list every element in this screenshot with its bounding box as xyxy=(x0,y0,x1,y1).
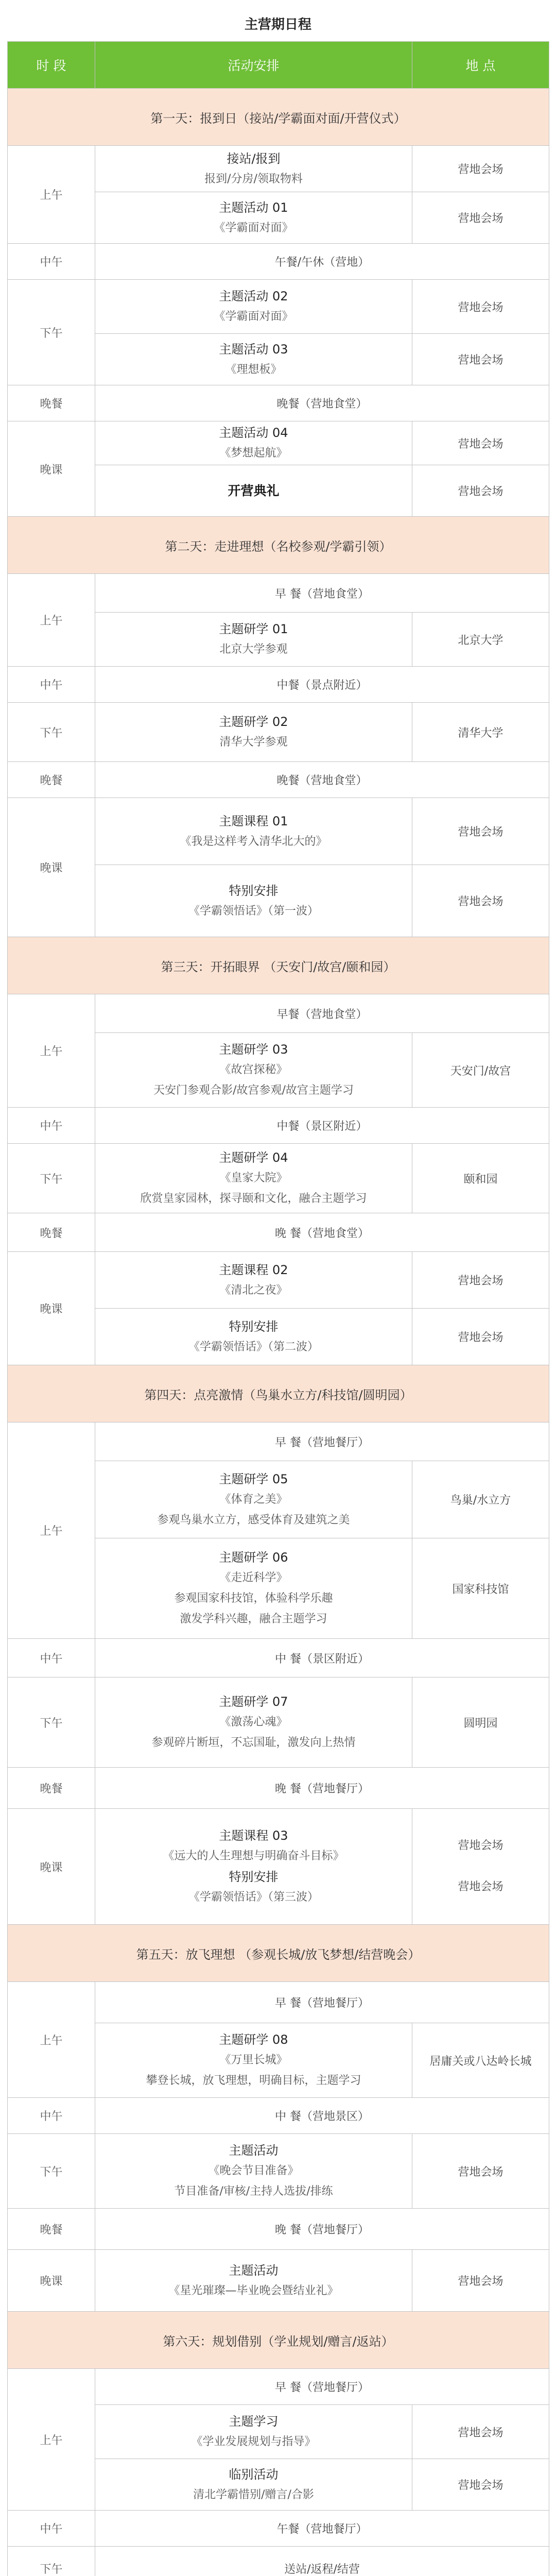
activity-cell xyxy=(95,1677,412,1768)
time-slot: 晚餐 xyxy=(8,385,95,421)
time-slot: 上午 xyxy=(8,574,95,667)
activity-cell xyxy=(95,1809,412,1925)
activity-cell xyxy=(95,2459,412,2511)
activity-detail: 清北学霸惜别/赠言/合影 xyxy=(193,2488,314,2501)
time-slot: 上午 xyxy=(8,146,95,244)
location-cell: 国家科技馆 xyxy=(412,1538,549,1639)
activity-cell xyxy=(95,1033,412,1108)
day-heading: 第六天：规划借别（学业规划/赠言/返站） xyxy=(8,2312,549,2369)
activity-title: 主题研学 01 xyxy=(219,622,288,636)
location-cell xyxy=(412,1809,549,1925)
time-slot: 晚课 xyxy=(8,798,95,937)
time-slot: 上午 xyxy=(8,2369,95,2511)
activity-title: 主题课程 02 xyxy=(219,1262,288,1277)
time-slot: 下午 xyxy=(8,2134,95,2209)
activity-detail: 《理想板》 xyxy=(225,363,282,376)
day-row xyxy=(8,2312,549,2369)
location-cell: 营地会场 xyxy=(412,798,549,865)
schedule-row xyxy=(8,1422,549,1461)
meal-cell: 中餐（景点附近） xyxy=(95,667,549,703)
activity-detail: 《学霸领悟话》（第二波） xyxy=(188,1340,319,1353)
day-row xyxy=(8,89,549,146)
day-row xyxy=(8,937,549,994)
activity-title: 主题课程 01 xyxy=(219,814,288,828)
page-title: 主营期日程 xyxy=(244,17,311,32)
time-slot: 晚课 xyxy=(8,2250,95,2312)
schedule-row xyxy=(8,574,549,613)
schedule-row xyxy=(8,2134,549,2209)
schedule-row xyxy=(8,421,549,465)
activity-cell xyxy=(95,334,412,385)
activity-title: 特别安排 xyxy=(229,883,279,898)
meal-cell: 早餐（营地食堂） xyxy=(95,994,549,1033)
schedule-row xyxy=(8,2209,549,2250)
activity-detail: 《学霸面对面》 xyxy=(214,310,293,323)
location-cell: 鸟巢/水立方 xyxy=(412,1461,549,1538)
time-slot: 中午 xyxy=(8,2511,95,2547)
time-slot: 下午 xyxy=(8,703,95,762)
activity-cell xyxy=(95,865,412,937)
schedule-row xyxy=(8,1982,549,2023)
location-cell: 清华大学 xyxy=(412,703,549,762)
activity-title: 接站/报到 xyxy=(227,151,281,166)
location-cell: 颐和园 xyxy=(412,1144,549,1213)
location-cell: 营地会场 xyxy=(412,334,549,385)
activity-title: 主题学习 xyxy=(229,2414,279,2429)
day-row xyxy=(8,1925,549,1982)
time-slot: 下午 xyxy=(8,280,95,385)
activity-detail: 《学业发展规划与指导》 xyxy=(191,2435,316,2448)
time-slot: 晚餐 xyxy=(8,1768,95,1809)
activity-detail: 《走近科学》 xyxy=(219,1571,288,1584)
day-row xyxy=(8,1365,549,1422)
activity-cell xyxy=(95,465,412,517)
day-heading: 第三天：开拓眼界 （天安门/故宫/颐和园） xyxy=(8,937,549,994)
activity-detail: 《晚会节目准备》 xyxy=(208,2164,299,2177)
location-cell: 营地会场 xyxy=(412,2134,549,2209)
location-text: 营地会场 xyxy=(458,1839,503,1852)
schedule-row xyxy=(8,385,549,421)
meal-cell: 中餐（景区附近） xyxy=(95,1108,549,1144)
time-slot: 晚餐 xyxy=(8,762,95,798)
time-slot: 上午 xyxy=(8,1982,95,2098)
location-cell: 圆明园 xyxy=(412,1677,549,1768)
meal-cell: 送站/返程/结营 xyxy=(95,2547,549,2576)
header-time: 时 段 xyxy=(8,42,95,89)
schedule-row xyxy=(8,1144,549,1213)
activity-detail: 清华大学参观 xyxy=(219,736,288,749)
activity-detail: 《远大的人生理想与明确奋斗目标》 xyxy=(163,1850,344,1862)
time-slot: 晚课 xyxy=(8,421,95,517)
activity-cell xyxy=(95,421,412,465)
location-cell: 营地会场 xyxy=(412,280,549,334)
time-slot: 上午 xyxy=(8,994,95,1108)
activity-title: 主题研学 06 xyxy=(219,1550,288,1565)
activity-detail: 《体育之美》 xyxy=(219,1493,288,1506)
schedule-body xyxy=(8,89,549,2576)
location-cell: 营地会场 xyxy=(412,2459,549,2511)
activity-cell xyxy=(95,2250,412,2312)
schedule-row xyxy=(8,146,549,192)
activity-detail: 参观碎片断垣，不忘国耻，激发向上热情 xyxy=(151,1736,356,1749)
schedule-row xyxy=(8,667,549,703)
schedule-row xyxy=(8,2547,549,2576)
schedule-row xyxy=(8,2511,549,2547)
activity-detail: 报到/分房/领取物料 xyxy=(204,172,303,185)
activity-detail: 激发学科兴趣，融合主题学习 xyxy=(180,1613,327,1625)
location-cell: 营地会场 xyxy=(412,1252,549,1309)
activity-detail: 《清北之夜》 xyxy=(219,1283,288,1297)
header-activity: 活动安排 xyxy=(95,42,412,89)
activity-detail: 北京大学参观 xyxy=(219,643,288,656)
meal-cell: 早 餐（营地食堂） xyxy=(95,574,549,613)
location-cell: 营地会场 xyxy=(412,192,549,244)
time-slot: 下午 xyxy=(8,1677,95,1768)
activity-detail: 《梦想起航》 xyxy=(219,447,288,460)
activity-detail: 攀登长城，放飞理想，明确目标，主题学习 xyxy=(146,2074,361,2087)
meal-cell: 晚 餐（营地食堂） xyxy=(95,1213,549,1252)
schedule-table xyxy=(7,41,549,2576)
day-row xyxy=(8,517,549,574)
day-heading: 第一天：报到日（接站/学霸面对面/开营仪式） xyxy=(8,89,549,146)
schedule-row xyxy=(8,1768,549,1809)
meal-cell: 午餐（营地餐厅） xyxy=(95,2511,549,2547)
schedule-row xyxy=(8,1677,549,1768)
schedule-row xyxy=(8,280,549,334)
activity-cell xyxy=(95,613,412,667)
activity-cell xyxy=(95,280,412,334)
activity-title: 主题研学 08 xyxy=(219,2032,288,2047)
schedule-row xyxy=(8,1639,549,1677)
day-heading: 第五天：放飞理想 （参观长城/放飞梦想/结营晚会） xyxy=(8,1925,549,1982)
meal-cell: 中 餐（景区附近） xyxy=(95,1639,549,1677)
activity-detail: 《我是这样考入清华北大的》 xyxy=(180,835,327,848)
activity-detail: 节目准备/审核/主持人选拔/排练 xyxy=(174,2185,333,2198)
activity-cell xyxy=(95,703,412,762)
activity-detail: 参观鸟巢水立方，感受体育及建筑之美 xyxy=(157,1513,350,1527)
time-slot: 中午 xyxy=(8,1639,95,1677)
time-slot: 晚餐 xyxy=(8,2209,95,2250)
meal-cell: 早 餐（营地餐厅） xyxy=(95,1422,549,1461)
activity-title: 主题研学 03 xyxy=(219,1042,288,1057)
time-slot: 晚课 xyxy=(8,1252,95,1365)
activity-title: 主题研学 02 xyxy=(219,715,288,729)
meal-cell: 晚 餐（营地餐厅） xyxy=(95,2209,549,2250)
activity-title: 主题活动 03 xyxy=(219,342,288,357)
activity-cell xyxy=(95,1461,412,1538)
activity-detail: 天安门参观合影/故宫参观/故宫主题学习 xyxy=(153,1084,354,1097)
activity-cell xyxy=(95,2405,412,2459)
meal-cell: 晚 餐（营地餐厅） xyxy=(95,1768,549,1809)
activity-cell xyxy=(95,1252,412,1309)
day-heading: 第二天：走进理想（名校参观/学霸引领） xyxy=(8,517,549,574)
schedule-row xyxy=(8,994,549,1033)
schedule-row xyxy=(8,1809,549,1925)
activity-title: 主题研学 04 xyxy=(219,1150,288,1165)
location-cell: 营地会场 xyxy=(412,146,549,192)
schedule-row xyxy=(8,1213,549,1252)
location-cell: 营地会场 xyxy=(412,2405,549,2459)
header-location: 地 点 xyxy=(412,42,549,89)
activity-cell xyxy=(95,192,412,244)
activity-title: 开营典礼 xyxy=(228,483,280,498)
schedule-row xyxy=(8,244,549,280)
activity-cell xyxy=(95,2023,412,2098)
time-slot: 晚餐 xyxy=(8,1213,95,1252)
location-cell: 营地会场 xyxy=(412,2250,549,2312)
meal-cell: 早 餐（营地餐厅） xyxy=(95,2369,549,2405)
schedule-row xyxy=(8,2250,549,2312)
location-cell: 居庸关或八达岭长城 xyxy=(412,2023,549,2098)
activity-cell xyxy=(95,1144,412,1213)
activity-title: 主题活动 04 xyxy=(219,426,288,440)
location-cell: 北京大学 xyxy=(412,613,549,667)
activity-cell xyxy=(95,146,412,192)
schedule-row xyxy=(8,1108,549,1144)
activity-detail: 参观国家科技馆，体验科学乐趣 xyxy=(174,1592,333,1605)
location-cell: 营地会场 xyxy=(412,465,549,517)
location-cell: 营地会场 xyxy=(412,1309,549,1365)
meal-cell: 早 餐（营地餐厅） xyxy=(95,1982,549,2023)
time-slot: 中午 xyxy=(8,1108,95,1144)
activity-title: 主题活动 02 xyxy=(219,289,288,303)
activity-detail: 特别安排 xyxy=(229,1870,279,1884)
activity-detail: 《学霸领悟话》（第一波） xyxy=(188,904,319,918)
activity-cell xyxy=(95,1538,412,1639)
time-slot: 中午 xyxy=(8,244,95,280)
meal-cell: 晚餐（营地食堂） xyxy=(95,385,549,421)
schedule-row xyxy=(8,1252,549,1309)
location-cell: 营地会场 xyxy=(412,421,549,465)
schedule-row xyxy=(8,703,549,762)
activity-cell xyxy=(95,1309,412,1365)
schedule-row xyxy=(8,2369,549,2405)
activity-detail: 《故宫探秘》 xyxy=(219,1063,288,1076)
schedule-row xyxy=(8,2098,549,2134)
activity-detail: 《星光璀璨—毕业晚会暨结业礼》 xyxy=(168,2284,339,2297)
activity-detail: 《万里长城》 xyxy=(219,2054,288,2066)
activity-detail: 欣赏皇家园林，探寻颐和文化，融合主题学习 xyxy=(140,1192,367,1205)
activity-detail: 《学霸领悟话》（第三波） xyxy=(188,1891,319,1904)
activity-title: 主题研学 07 xyxy=(219,1694,288,1709)
activity-cell xyxy=(95,798,412,865)
activity-cell xyxy=(95,2134,412,2209)
time-slot: 上午 xyxy=(8,1422,95,1639)
location-cell: 天安门/故宫 xyxy=(412,1033,549,1108)
header-row xyxy=(8,42,549,89)
location-cell: 营地会场 xyxy=(412,865,549,937)
activity-title: 特别安排 xyxy=(229,1319,279,1334)
activity-detail: 《皇家大院》 xyxy=(219,1172,288,1184)
activity-title: 主题活动 xyxy=(229,2143,279,2158)
schedule-row xyxy=(8,762,549,798)
time-slot: 下午 xyxy=(8,2547,95,2576)
schedule-row xyxy=(8,798,549,865)
activity-title: 主题活动 01 xyxy=(219,200,288,215)
time-slot: 中午 xyxy=(8,2098,95,2134)
meal-cell: 午餐/午休（营地） xyxy=(95,244,549,280)
activity-title: 主题活动 xyxy=(229,2263,279,2278)
activity-title: 临别活动 xyxy=(229,2467,279,2482)
activity-title: 主题课程 03 xyxy=(219,1828,288,1843)
activity-detail: 《激荡心魂》 xyxy=(219,1716,288,1728)
time-slot: 中午 xyxy=(8,667,95,703)
day-heading: 第四天：点亮激情（鸟巢水立方/科技馆/圆明园） xyxy=(8,1365,549,1422)
meal-cell: 晚餐（营地食堂） xyxy=(95,762,549,798)
time-slot: 下午 xyxy=(8,1144,95,1213)
activity-title: 主题研学 05 xyxy=(219,1471,288,1486)
time-slot: 晚课 xyxy=(8,1809,95,1925)
location-text: 营地会场 xyxy=(458,1880,503,1893)
meal-cell: 中 餐（营地景区） xyxy=(95,2098,549,2134)
activity-detail: 《学霸面对面》 xyxy=(214,221,293,234)
